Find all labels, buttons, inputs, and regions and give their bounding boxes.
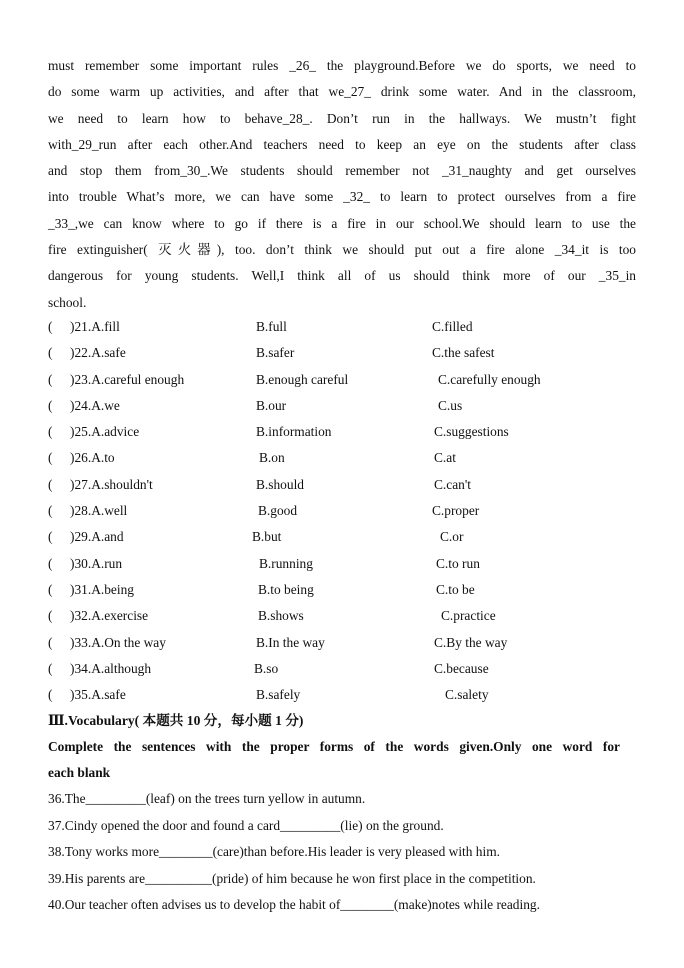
option-b: B.full — [256, 319, 287, 334]
question-row — [48, 603, 648, 629]
option-b: B.running — [259, 555, 313, 571]
answer-bracket: ( — [48, 555, 53, 571]
option-c: C.at — [434, 450, 456, 466]
option-a: )21.A.fill — [70, 319, 120, 334]
answer-bracket: ( — [48, 450, 53, 466]
answer-bracket: ( — [48, 397, 53, 413]
passage-line: we need to learn how to behave_28_. Don’t run in the hallways. We mustn’t fight — [48, 110, 636, 126]
passage-line: and stop them from_30_.We students should remember not _31_naughty and get ourselves — [48, 163, 636, 179]
option-b: B.enough careful — [256, 371, 349, 387]
option-b: B.good — [258, 503, 298, 519]
option-b: B.so — [254, 660, 279, 676]
option-a: )28.A.well — [70, 503, 128, 519]
answer-bracket: ( — [48, 608, 53, 624]
option-b: B.should — [256, 476, 304, 492]
option-b: B.information — [256, 424, 332, 440]
sentence-item: 37.Cindy opened the door and found a card_________(lie) on the ground. — [48, 817, 444, 833]
option-b: B.safer — [256, 345, 295, 361]
passage-line: with_29_run after each other.And teachers need to keep an eye on the students after class — [48, 136, 636, 152]
option-a: )30.A.run — [70, 555, 123, 571]
option-b: B.In the way — [256, 634, 325, 650]
option-a: )33.A.On the way — [70, 634, 166, 650]
question-row — [48, 498, 648, 524]
option-a: )32.A.exercise — [70, 608, 149, 624]
reading-passage — [48, 53, 636, 316]
sentence-item: 38.Tony works more________(care)than before.His leader is very pleased with him. — [48, 844, 500, 859]
passage-line: school. — [48, 294, 87, 310]
option-c: C.can't — [434, 476, 471, 492]
option-a: )25.A.advice — [70, 424, 140, 440]
question-row — [48, 367, 648, 393]
option-a: )34.A.although — [70, 660, 152, 676]
option-c: C.salety — [445, 687, 489, 703]
sentence-item: 36.The_________(leaf) on the trees turn yellow in autumn. — [48, 791, 366, 806]
question-row — [48, 577, 648, 603]
passage-line: fire extinguisher( 灭火器), too. don’t think we should put out a fire alone _34_it is too — [48, 242, 636, 258]
passage-line: must remember some important rules _26_ the playground.Before we do sports, we need to — [48, 58, 636, 73]
answer-bracket: ( — [48, 424, 53, 440]
option-a: )31.A.being — [70, 581, 134, 597]
multiple-choice-options — [48, 314, 648, 708]
section-instructions — [48, 734, 620, 787]
answer-bracket: ( — [48, 581, 53, 597]
instruction-line: Complete the sentences with the proper forms of the words given.Only one word for — [48, 739, 620, 754]
question-row — [48, 445, 648, 471]
option-c: C.By the way — [434, 634, 508, 650]
passage-line: do some warm up activities, and after that we_27_ drink some water. And in the classroom, — [48, 84, 636, 100]
sentence-item: 39.His parents are__________(pride) of him because he won first place in the competition. — [48, 870, 536, 886]
answer-bracket: ( — [48, 319, 53, 334]
question-row — [48, 472, 648, 498]
question-row — [48, 340, 648, 366]
option-b: B.to being — [258, 581, 314, 597]
answer-bracket: ( — [48, 634, 53, 650]
question-row — [48, 419, 648, 445]
option-c: C.us — [438, 397, 463, 413]
answer-bracket: ( — [48, 345, 53, 361]
vocabulary-sentences — [48, 786, 638, 919]
answer-bracket: ( — [48, 660, 53, 676]
option-a: )24.A.we — [70, 397, 120, 413]
answer-bracket: ( — [48, 476, 53, 492]
option-c: C.practice — [441, 608, 496, 624]
option-c: C.proper — [432, 503, 480, 519]
answer-bracket: ( — [48, 371, 53, 387]
option-a: )27.A.shouldn't — [70, 476, 153, 492]
option-b: B.our — [256, 397, 287, 413]
passage-line: _33_,we can know where to go if there is a fire in our school.We should learn to use the — [48, 215, 636, 231]
question-row — [48, 524, 648, 550]
option-c: C.carefully enough — [438, 371, 541, 387]
question-row — [48, 682, 648, 708]
option-c: C.because — [434, 660, 489, 676]
option-c: C.the safest — [432, 345, 495, 361]
option-b: B.on — [259, 450, 285, 466]
option-a: )35.A.safe — [70, 687, 126, 703]
option-a: )22.A.safe — [70, 345, 126, 361]
instruction-line: each blank — [48, 765, 111, 781]
passage-line: into trouble What’s more, we can have some _32_ to learn to protect ourselves from a fire — [48, 189, 636, 205]
answer-bracket: ( — [48, 503, 53, 519]
option-a: )23.A.careful enough — [70, 371, 185, 387]
sentence-item: 40.Our teacher often advises us to develop the habit of________(make)notes while reading. — [48, 897, 540, 912]
question-row — [48, 656, 648, 682]
question-row — [48, 551, 648, 577]
option-c: C.to be — [436, 581, 475, 597]
answer-bracket: ( — [48, 529, 53, 545]
question-row — [48, 630, 648, 656]
option-a: )29.A.and — [70, 529, 124, 545]
option-c: C.suggestions — [434, 424, 509, 440]
option-c: C.to run — [436, 555, 480, 571]
question-row — [48, 314, 648, 340]
option-c: C.filled — [432, 319, 473, 334]
section-heading: Ⅲ.Vocabulary( 本题共 10 分，每小题 1 分) — [48, 713, 304, 728]
question-row — [48, 393, 648, 419]
option-a: )26.A.to — [70, 450, 115, 466]
answer-bracket: ( — [48, 687, 53, 703]
option-b: B.shows — [258, 608, 304, 624]
passage-line: dangerous for young students. Well,I think all of us should think more of our _35_in — [48, 268, 636, 284]
option-b: B.safely — [256, 687, 301, 703]
option-c: C.or — [440, 529, 464, 545]
option-b: B.but — [252, 529, 282, 545]
